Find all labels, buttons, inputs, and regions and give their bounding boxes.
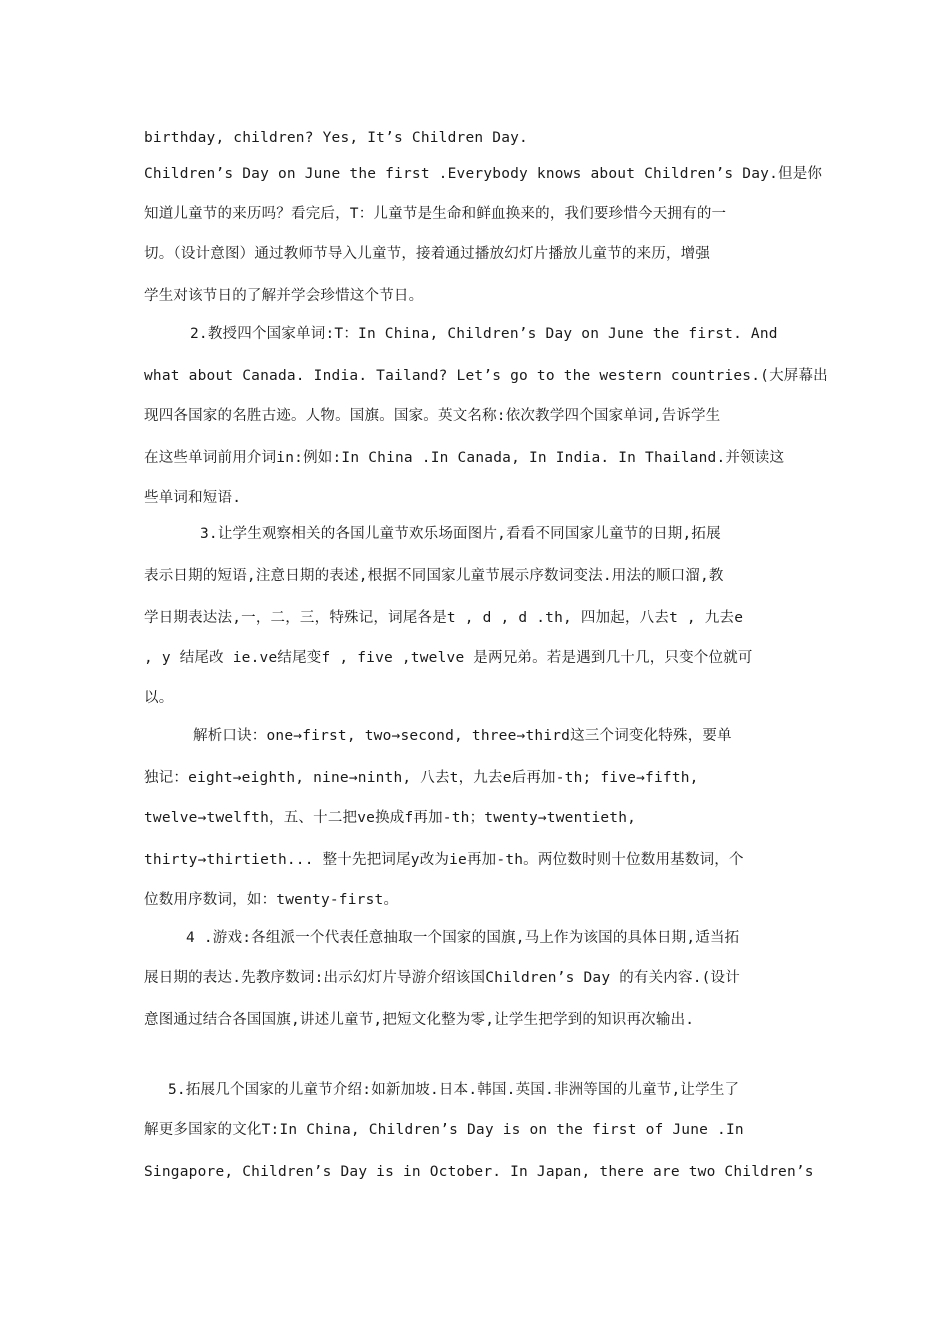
text-line: what about Canada. India. Tailand? Let’s go to the western countries.(大屏幕出 <box>144 368 828 384</box>
text-line: thirty→thirtieth... 整十先把词尾y改为ie再加-th。两位数时则十位数用基数词，个 <box>144 852 744 868</box>
text-line: 展日期的表达.先教序数词:出示幻灯片导游介绍该国Children’s Day 的有关内容.(设计 <box>144 970 740 986</box>
text-line: 位数用序数词，如：twenty-first。 <box>144 892 399 908</box>
text-line: 现四各国家的名胜古迹。人物。国旗。国家。英文名称:依次教学四个国家单词,告诉学生 <box>144 408 721 424</box>
text-line: 意图通过结合各国国旗,讲述儿童节,把短文化整为零,让学生把学到的知识再次输出. <box>144 1012 695 1028</box>
text-line: 切。（设计意图）通过教师节导入儿童节，接着通过播放幻灯片播放儿童节的来历，增强 <box>144 246 711 262</box>
text-line: 知道儿童节的来历吗？看完后，T：儿童节是生命和鲜血换来的，我们要珍惜今天拥有的一 <box>144 206 727 222</box>
text-line: 些单词和短语. <box>144 490 242 506</box>
text-line: 表示日期的短语,注意日期的表述,根据不同国家儿童节展示序数词变法.用法的顺口溜,教 <box>144 568 724 584</box>
text-line: , y 结尾改 ie.ve结尾变f , five ,twelve 是两兄弟。若是遇到几十几，只变个位就可 <box>144 650 753 666</box>
text-line: 解析口诀：one→first, two→second, three→third这三个词变化特殊，要单 <box>193 728 732 744</box>
text-line: 解更多国家的文化T:In China, Children’s Day is on the first of June .In <box>144 1122 744 1138</box>
text-line: 以。 <box>144 690 174 706</box>
text-line: 在这些单词前用介词in:例如:In China .In Canada, In India. In Thailand.并领读这 <box>144 450 785 466</box>
text-line: twelve→twelfth，五、十二把ve换成f再加-th；twenty→twentieth, <box>144 810 637 826</box>
text-line: 5.拓展几个国家的儿童节介绍:如新加坡.日本.韩国.英国.非洲等国的儿童节,让学生了 <box>168 1082 740 1098</box>
text-line: 4 .游戏:各组派一个代表任意抽取一个国家的国旗,马上作为该国的具体日期,适当拓 <box>186 930 740 946</box>
text-line: 学生对该节日的了解并学会珍惜这个节日。 <box>144 288 424 304</box>
text-line: birthday, children? Yes, It’s Children Day. <box>144 130 528 146</box>
text-line: 2.教授四个国家单词:T：In China, Children’s Day on June the first. And <box>190 326 778 342</box>
text-line: Children’s Day on June the first .Everybody knows about Children’s Day.但是你 <box>144 166 823 182</box>
text-line: 3.让学生观察相关的各国儿童节欢乐场面图片,看看不同国家儿童节的日期,拓展 <box>200 526 721 542</box>
text-line: Singapore, Children’s Day is in October. In Japan, there are two Children’s <box>144 1164 814 1180</box>
text-line: 学日期表达法,一，二，三，特殊记，词尾各是t , d , d .th, 四加起，八去t , 九去e <box>144 610 744 626</box>
text-line: 独记：eight→eighth, nine→ninth, 八去t，九去e后再加-th; five→fifth, <box>144 770 699 786</box>
